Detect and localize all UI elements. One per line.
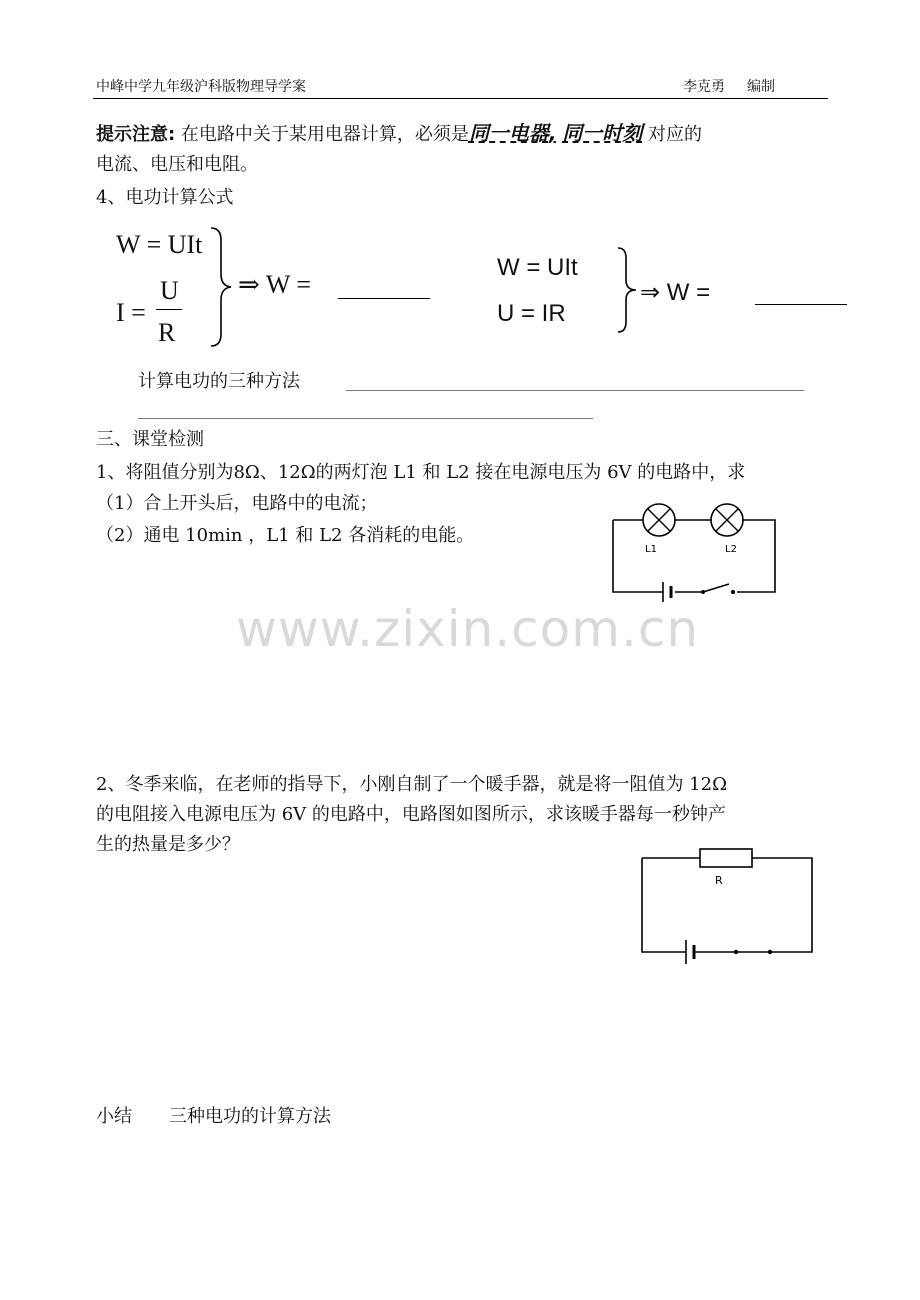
formula-left-blank[interactable]: [338, 298, 430, 299]
resistor-label: R: [715, 874, 723, 887]
methods-label: 计算电功的三种方法: [138, 371, 300, 392]
tip-emph-device: 同一电器: [468, 121, 549, 145]
tip-label: 提示注意:: [96, 124, 176, 145]
methods-answer-line-1[interactable]: [346, 390, 804, 391]
q1-line-2: （1）合上开头后，电路中的电流；: [96, 493, 378, 514]
watermark: www.zixin.com.cn: [236, 600, 700, 658]
header-title: 中峰中学九年级沪科版物理导学案: [96, 79, 306, 95]
lamp-l2-label: L2: [725, 544, 737, 555]
q2-line-2: 的电阻接入电源电压为 6V 的电路中，电路图如图所示，求该暖手器每一秒钟产: [96, 804, 726, 825]
formula-left-w: W = UIt: [116, 230, 203, 259]
header-rule: [93, 98, 828, 99]
q2-line-1: 2、冬季来临，在老师的指导下，小刚自制了一个暖手器，就是将一阻值为 12Ω: [96, 774, 727, 795]
left-brace: [205, 226, 235, 348]
lamp-l1-icon: [643, 504, 675, 536]
circuit-diagram-1: [605, 500, 785, 602]
q1-line-3: （2）通电 10min ，L1 和 L2 各消耗的电能。: [96, 525, 475, 546]
methods-answer-line-2[interactable]: [138, 418, 593, 419]
tip-line-2: 电流、电压和电阻。: [96, 154, 258, 175]
header-role: 编制: [747, 79, 775, 95]
formula-right-implies: ⇒ W =: [640, 279, 711, 306]
header-author: 李克勇: [683, 79, 725, 95]
formula-left-numerator: U: [160, 276, 179, 305]
circuit-diagram-2: [636, 842, 822, 970]
lamp-l1-label: L1: [645, 544, 657, 555]
tip-text-before: 在电路中关于某用电器计算，必须是: [175, 124, 469, 145]
fraction-bar: [156, 309, 182, 310]
summary-label: 小结: [96, 1106, 132, 1127]
formula-left-denominator: R: [158, 318, 176, 347]
formula-right-u: U = IR: [497, 300, 566, 327]
section3-heading: 三、课堂检测: [96, 429, 204, 450]
lamp-l2-icon: [711, 504, 743, 536]
right-brace: [612, 246, 642, 334]
formula-left-implies: ⇒ W =: [238, 270, 312, 299]
tip-emph-moment: 同一时刻: [562, 121, 643, 145]
tip-sep: ,: [548, 121, 557, 145]
formula-left-i: I =: [116, 298, 146, 327]
tip-text-after: 对应的: [642, 124, 703, 145]
battery-icon: [663, 582, 671, 602]
q2-line-3: 生的热量是多少？: [96, 834, 240, 855]
summary-text: 三种电功的计算方法: [169, 1106, 331, 1127]
formula-right-blank[interactable]: [755, 304, 847, 305]
q1-line-1: 1、将阻值分别为8Ω、12Ω的两灯泡 L1 和 L2 接在电源电压为 6V 的电路中，求: [96, 462, 746, 483]
resistor-icon: [700, 849, 752, 867]
tip-line-1: [96, 121, 702, 147]
formula-right-w: W = UIt: [497, 254, 578, 281]
battery-icon-2: [686, 940, 694, 964]
section4-heading: 4、电功计算公式: [96, 187, 234, 208]
